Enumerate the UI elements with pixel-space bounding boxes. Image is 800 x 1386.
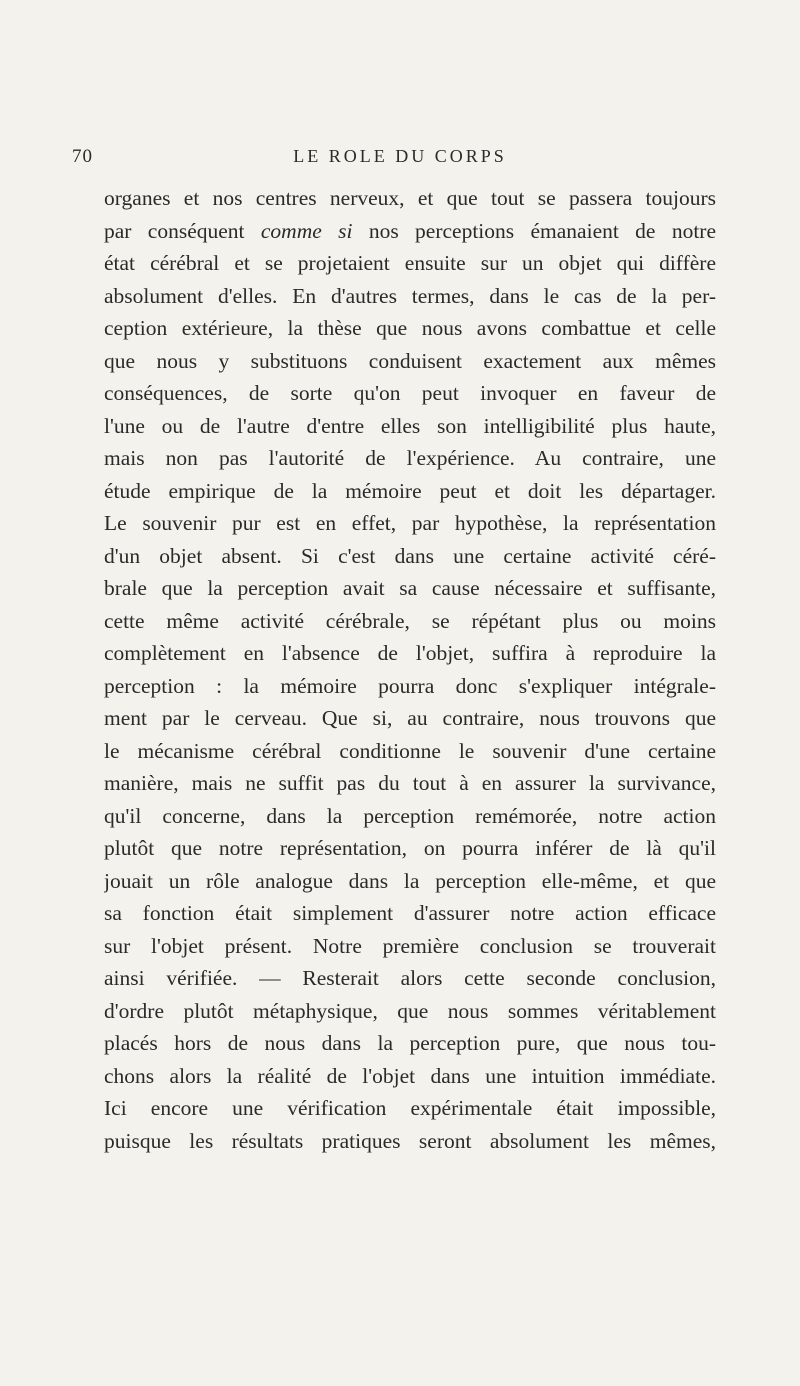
text-line <box>104 1092 716 1125</box>
text-run: conséquences, de sorte qu'on peut invoquer en faveur de <box>104 381 716 405</box>
text-run: chons alors la réalité de l'objet dans une intuition immédiate. <box>104 1063 716 1088</box>
text-run: sa fonction était simplement d'assurer notre action efficace <box>104 901 716 925</box>
page-number: 70 <box>72 146 93 167</box>
text-run: d'un objet absent. Si c'est dans une certaine activité céré- <box>104 543 716 568</box>
text-line <box>104 182 716 215</box>
body-text <box>104 182 716 1157</box>
text-line <box>104 507 716 540</box>
text-line <box>104 1027 716 1060</box>
text-run: Le souvenir pur est en effet, par hypothèse, la représentation <box>104 511 716 535</box>
text-line <box>104 475 716 508</box>
text-run: brale que la perception avait sa cause nécessaire et suffisante, <box>104 576 716 600</box>
text-run: absolument d'elles. En d'autres termes, dans le cas de la per- <box>104 283 716 308</box>
text-line <box>104 767 716 800</box>
text-run: le mécanisme cérébral conditionne le souvenir d'une certaine <box>104 738 716 763</box>
text-line <box>104 280 716 313</box>
text-line <box>104 930 716 963</box>
text-line <box>104 345 716 378</box>
text-line <box>104 312 716 345</box>
running-title: LE ROLE DU CORPS <box>293 146 507 166</box>
text-line <box>104 670 716 703</box>
text-line <box>104 1060 716 1093</box>
text-line <box>104 442 716 475</box>
text-line <box>104 377 716 410</box>
text-run: cette même activité cérébrale, se répétant plus ou moins <box>104 608 716 633</box>
text-run: ment par le cerveau. Que si, au contraire, nous trouvons que <box>104 706 716 730</box>
text-line <box>104 572 716 605</box>
text-line <box>104 865 716 898</box>
text-run: nos perceptions émanaient de notre <box>352 218 716 243</box>
running-head <box>0 146 800 170</box>
text-line <box>104 1125 716 1158</box>
text-line <box>104 800 716 833</box>
text-run: d'ordre plutôt métaphysique, que nous sommes véritablement <box>104 998 716 1023</box>
text-line <box>104 247 716 280</box>
text-line <box>104 637 716 670</box>
text-line <box>104 215 716 248</box>
text-line <box>104 702 716 735</box>
text-line <box>104 540 716 573</box>
text-run: jouait un rôle analogue dans la perception elle-même, et que <box>104 868 716 893</box>
text-run: Ici encore une vérification expérimentale était impossible, <box>104 1096 716 1120</box>
text-run: complètement en l'absence de l'objet, suffira à reproduire la <box>104 641 716 665</box>
text-line <box>104 410 716 443</box>
text-line <box>104 995 716 1028</box>
text-line <box>104 832 716 865</box>
text-run: plutôt que notre représentation, on pourra inférer de là qu'il <box>104 836 716 860</box>
text-run: l'une ou de l'autre d'entre elles son intelligibilité plus haute, <box>104 413 716 438</box>
text-run: mais non pas l'autorité de l'expérience. Au contraire, une <box>104 446 716 470</box>
text-run: ainsi vérifiée. — Resterait alors cette seconde conclusion, <box>104 966 716 990</box>
text-run: par conséquent <box>104 218 261 243</box>
text-run: état cérébral et se projetaient ensuite sur un objet qui diffère <box>104 251 716 275</box>
text-line <box>104 897 716 930</box>
text-line <box>104 735 716 768</box>
italic-text-run: comme si <box>260 218 353 243</box>
text-line <box>104 605 716 638</box>
text-run: puisque les résultats pratiques seront absolument les mêmes, <box>104 1128 716 1153</box>
text-run: placés hors de nous dans la perception pure, que nous tou- <box>104 1031 716 1055</box>
text-run: sur l'objet présent. Notre première conclusion se trouverait <box>104 933 716 958</box>
text-run: organes et nos centres nerveux, et que tout se passera toujours <box>104 186 716 210</box>
text-run: étude empirique de la mémoire peut et doit les départager. <box>104 478 716 503</box>
text-run: manière, mais ne suffit pas du tout à en assurer la survivance, <box>104 771 716 795</box>
text-run: perception : la mémoire pourra donc s'expliquer intégrale- <box>104 673 716 698</box>
text-line <box>104 962 716 995</box>
text-run: que nous y substituons conduisent exactement aux mêmes <box>104 348 716 373</box>
text-run: qu'il concerne, dans la perception remémorée, notre action <box>104 803 716 828</box>
text-run: ception extérieure, la thèse que nous avons combattue et celle <box>104 316 716 340</box>
